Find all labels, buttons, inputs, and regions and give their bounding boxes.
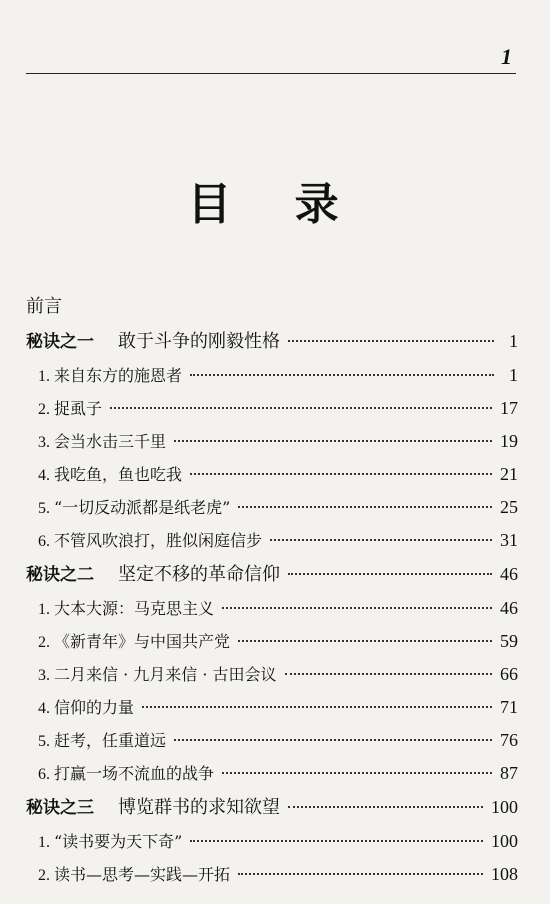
table-of-contents: [26, 290, 518, 891]
section-title: 大本大源：马克思主义: [54, 599, 215, 618]
section-title: 《新青年》与中国共产党: [54, 632, 231, 651]
toc-section-row[interactable]: [26, 858, 518, 891]
toc-section-row[interactable]: [26, 691, 518, 724]
section-number: 5.: [38, 733, 50, 750]
section-number: 2.: [38, 634, 50, 651]
section-number: 6.: [38, 766, 50, 783]
section-number: 4.: [38, 467, 50, 484]
section-title: 赶考，任重道远: [54, 731, 167, 750]
page-ref: 21: [500, 464, 518, 484]
dot-leader: [238, 506, 492, 508]
chapter-label: 秘诀之一: [26, 332, 94, 352]
toc-section-row[interactable]: [26, 724, 518, 757]
dot-leader: [142, 706, 492, 708]
section-number: 6.: [38, 533, 50, 550]
dot-leader: [238, 873, 483, 875]
section-title: 我吃鱼，鱼也吃我: [54, 465, 183, 484]
toc-section-row[interactable]: [26, 658, 518, 691]
page-ref: 46: [500, 598, 518, 618]
section-number: 1.: [38, 601, 50, 618]
page-ref: 71: [500, 697, 518, 717]
page-ref: 100: [491, 831, 518, 851]
toc-chapter-row[interactable]: [26, 790, 518, 825]
toc-section-row[interactable]: [26, 825, 518, 858]
section-title: 捉虱子: [54, 399, 103, 418]
page-ref: 1: [509, 331, 518, 351]
section-number: 3.: [38, 434, 50, 451]
page-ref: 76: [500, 730, 518, 750]
dot-leader: [190, 374, 494, 376]
toc-chapter-row[interactable]: [26, 557, 518, 592]
dot-leader: [174, 739, 492, 741]
dot-leader: [288, 340, 494, 342]
toc-section-row[interactable]: [26, 392, 518, 425]
toc-section-row[interactable]: [26, 491, 518, 524]
page-ref: 100: [491, 797, 518, 817]
preface-label: 前言: [26, 296, 62, 317]
toc-section-row[interactable]: [26, 524, 518, 557]
page-ref: 87: [500, 763, 518, 783]
section-title: “读书要为天下奇”: [54, 832, 183, 851]
dot-leader: [174, 440, 492, 442]
page-ref: 46: [500, 564, 518, 584]
page-ref: 25: [500, 497, 518, 517]
section-number: 1.: [38, 834, 50, 851]
page-ref: 31: [500, 530, 518, 550]
section-number: 5.: [38, 500, 50, 517]
toc-section-row[interactable]: [26, 592, 518, 625]
toc-section-row[interactable]: [26, 359, 518, 392]
section-number: 2.: [38, 401, 50, 418]
section-number: 3.: [38, 667, 50, 684]
section-title: 会当水击三千里: [54, 432, 167, 451]
page-ref: 17: [500, 398, 518, 418]
page-ref: 19: [500, 431, 518, 451]
chapter-title: 博览群书的求知欲望: [118, 797, 280, 818]
header-rule: [26, 73, 516, 74]
section-title: 打赢一场不流血的战争: [54, 764, 215, 783]
dot-leader: [110, 407, 492, 409]
section-number: 4.: [38, 700, 50, 717]
dot-leader: [190, 473, 492, 475]
dot-leader: [285, 673, 492, 675]
toc-section-row[interactable]: [26, 458, 518, 491]
section-number: 2.: [38, 867, 50, 884]
toc-section-row[interactable]: [26, 425, 518, 458]
dot-leader: [288, 573, 492, 575]
page-number: 1: [501, 44, 512, 69]
toc-chapter-row[interactable]: [26, 324, 518, 359]
toc-title: 目 录: [187, 179, 363, 230]
page-ref: 1: [509, 365, 518, 385]
chapter-title: 敢于斗争的刚毅性格: [118, 331, 280, 352]
toc-preface[interactable]: [26, 290, 518, 324]
section-title: 二月来信 · 九月来信 · 古田会议: [54, 665, 277, 684]
dot-leader: [190, 840, 483, 842]
section-title: 不管风吹浪打，胜似闲庭信步: [54, 531, 263, 550]
section-title: 读书—思考—实践—开拓: [54, 865, 231, 884]
toc-section-row[interactable]: [26, 757, 518, 790]
chapter-label: 秘诀之二: [26, 565, 94, 585]
page-ref: 66: [500, 664, 518, 684]
dot-leader: [288, 806, 483, 808]
dot-leader: [222, 772, 492, 774]
dot-leader: [238, 640, 492, 642]
toc-section-row[interactable]: [26, 625, 518, 658]
dot-leader: [270, 539, 492, 541]
section-number: 1.: [38, 368, 50, 385]
section-title: 来自东方的施恩者: [54, 366, 183, 385]
chapter-label: 秘诀之三: [26, 798, 94, 818]
chapter-title: 坚定不移的革命信仰: [118, 564, 280, 585]
dot-leader: [222, 607, 492, 609]
section-title: 信仰的力量: [54, 698, 135, 717]
section-title: “一切反动派都是纸老虎”: [54, 498, 231, 517]
page-ref: 59: [500, 631, 518, 651]
page-ref: 108: [491, 864, 518, 884]
